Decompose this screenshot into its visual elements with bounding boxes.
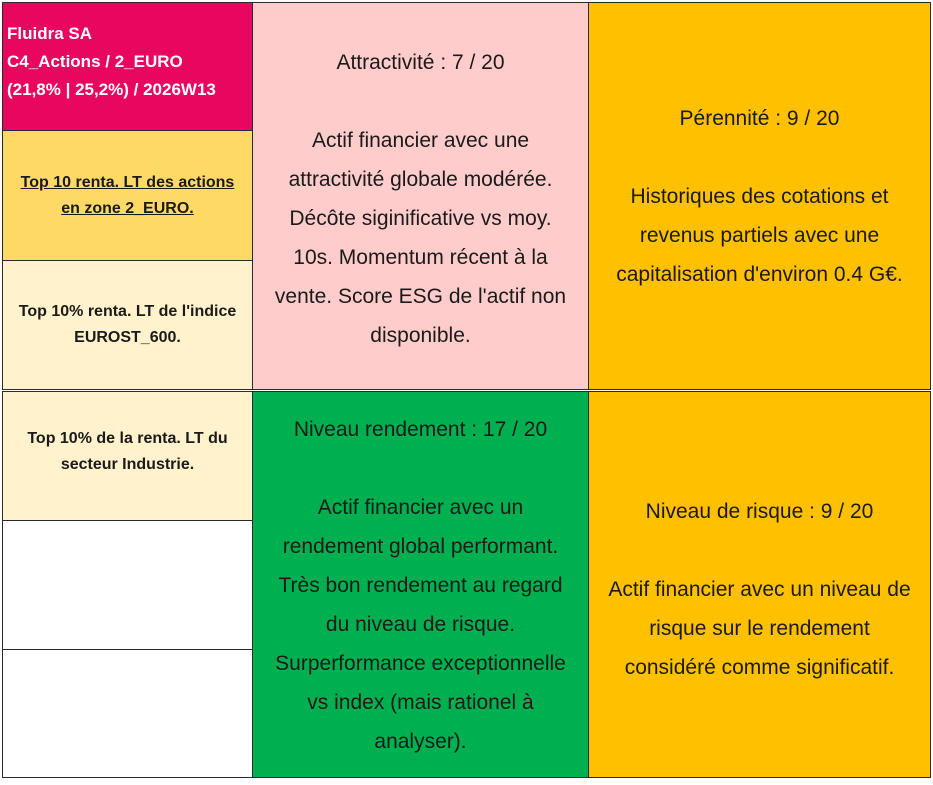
risque-cell [588, 391, 931, 778]
empty-cell [2, 649, 253, 778]
rendement-text-line: Surperformance exceptionnelle [275, 652, 566, 675]
index-ranking-line-1: Top 10% renta. LT de l'indice [18, 303, 237, 320]
asset-name: Fluidra SA [7, 24, 93, 43]
sector-ranking-cell [2, 391, 253, 521]
risque-title: Niveau de risque : 9 / 20 [645, 500, 874, 523]
attractivite-text-line: vente. Score ESG de l'actif non [274, 285, 567, 308]
rendement-text-line: vs index (mais rationel à [307, 691, 534, 714]
rendement-text-line: rendement global performant. [282, 535, 559, 558]
perennite-title: Pérennité : 9 / 20 [679, 106, 840, 130]
rendement-text-line: analyser). [374, 730, 467, 753]
asset-category: C4_Actions / 2_EURO [7, 52, 183, 71]
risque-text-line: risque sur le rendement [649, 617, 870, 640]
perennite-text-line: capitalisation d'environ 0.4 G€. [616, 262, 903, 286]
asset-stats: (21,8% | 25,2%) / 2026W13 [7, 80, 216, 99]
asset-identity-cell [2, 2, 253, 131]
index-ranking-line-2: EUROST_600. [74, 329, 181, 346]
attractivite-text-line: attractivité globale modérée. [288, 168, 553, 191]
attractivite-text-line: 10s. Momentum récent à la [293, 246, 548, 269]
rendement-text-line: Actif financier avec un [317, 496, 524, 519]
attractivite-text-line: disponible. [370, 324, 471, 347]
attractivite-text-line: Décôte siginificative vs moy. [289, 207, 552, 230]
risque-text-line: Actif financier avec un niveau de [608, 578, 911, 601]
rendement-text-line: du niveau de risque. [325, 613, 516, 636]
perennite-text-line: Historiques des cotations et [630, 184, 889, 208]
zone-ranking-cell [2, 130, 253, 261]
sector-ranking-line-2: secteur Industrie. [60, 456, 195, 473]
zone-ranking-line-2: en zone 2_EURO. [61, 199, 194, 217]
risque-text-line: considéré comme significatif. [624, 656, 895, 679]
index-ranking-cell [2, 260, 253, 390]
rendement-title: Niveau rendement : 17 / 20 [293, 418, 548, 441]
attractivite-text-line: Actif financier avec une [311, 129, 530, 152]
attractivite-title: Attractivité : 7 / 20 [336, 51, 505, 74]
attractivite-cell [252, 2, 589, 390]
empty-cell [2, 520, 253, 650]
rendement-cell [252, 391, 589, 778]
zone-ranking-line-1: Top 10 renta. LT des actions [20, 173, 235, 191]
perennite-cell [588, 2, 931, 390]
rendement-text-line: Très bon rendement au regard [278, 574, 563, 597]
perennite-text-line: revenus partiels avec une [639, 223, 880, 247]
sector-ranking-line-1: Top 10% de la renta. LT du [27, 430, 228, 447]
